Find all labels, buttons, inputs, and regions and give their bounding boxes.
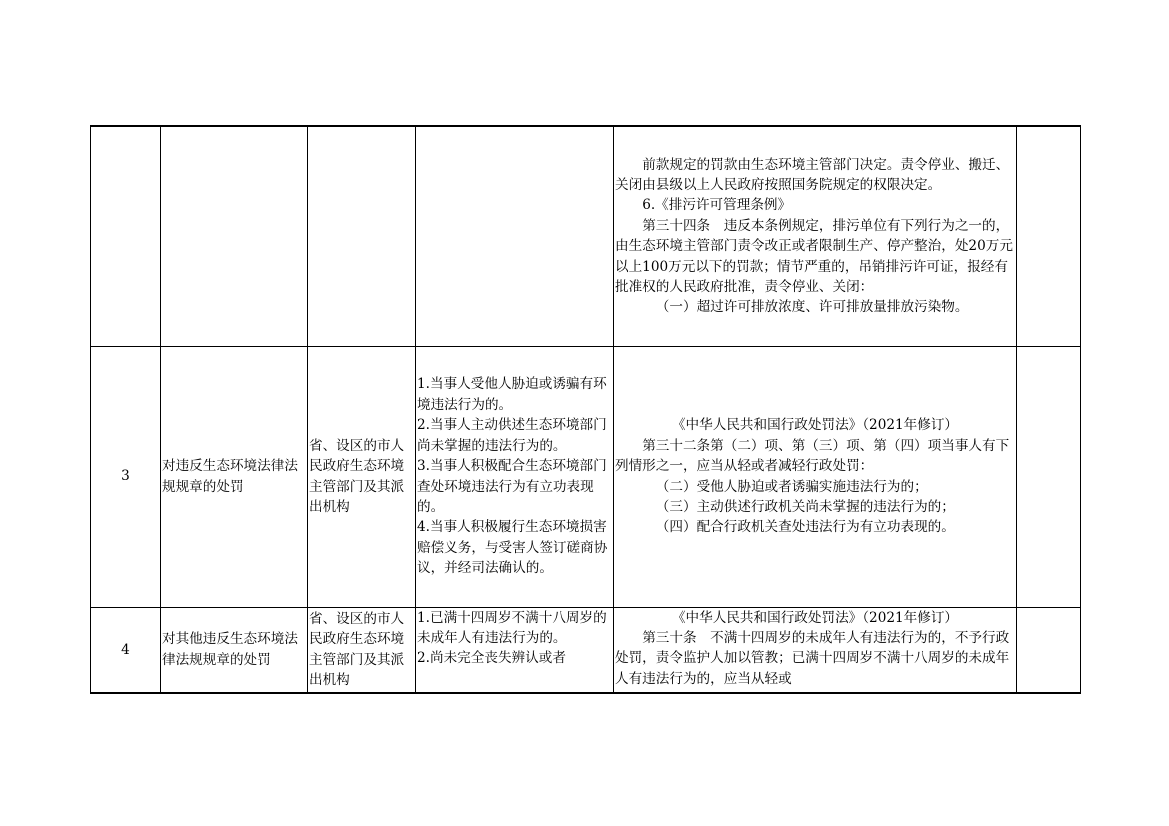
basis-paragraph: （一）超过许可排放浓度、许可排放量排放污染物。 — [655, 299, 969, 316]
circumstances-cell — [416, 126, 614, 346]
penalty-item: 对违反生态环境法律法规规章的处罚 — [161, 346, 308, 607]
table-row — [91, 346, 1081, 607]
circumstance-item: 2.当事人主动供述生态环境部门尚未掌握的违法行为的。 — [417, 417, 607, 454]
remark-cell — [1017, 126, 1081, 346]
basis-paragraph: 《中华人民共和国行政处罚法》（2021年修订） — [671, 609, 959, 626]
enforcement-authority: 省、设区的市人民政府生态环境主管部门及其派出机构 — [308, 607, 416, 693]
legal-basis-cell — [614, 346, 1017, 607]
penalty-item — [161, 126, 308, 346]
table-row — [91, 607, 1081, 693]
table-row — [91, 126, 1081, 346]
enforcement-authority — [308, 126, 416, 346]
circumstance-item: 3.当事人积极配合生态环境部门查处环境违法行为有立功表现的。 — [417, 458, 607, 515]
penalty-table — [90, 125, 1081, 694]
basis-paragraph: 前款规定的罚款由生态环境主管部门决定。责令停业、搬迁、关闭由县级以上人民政府按照国务院规定的权限决定。 — [615, 156, 1010, 194]
row-number — [91, 126, 161, 346]
enforcement-authority: 省、设区的市人民政府生态环境主管部门及其派出机构 — [308, 346, 416, 607]
legal-basis-cell — [614, 607, 1017, 693]
basis-paragraph: 第三十条 不满十四周岁的未成年人有违法行为的，不予行政处罚，责令监护人加以管教；已满十四周岁不满十八周岁的未成年人有违法行为的，应当从轻或 — [615, 629, 1010, 687]
basis-paragraph: 6.《排污许可管理条例》 — [642, 197, 792, 214]
circumstances-cell — [416, 346, 614, 607]
remark-cell — [1017, 346, 1081, 607]
basis-paragraph: （二）受他人胁迫或者诱骗实施违法行为的； — [655, 478, 928, 495]
circumstance-item: 1.已满十四周岁不满十八周岁的未成年人有违法行为的。 — [417, 609, 607, 646]
circumstance-item: 2.尚未完全丧失辨认或者 — [417, 650, 566, 667]
basis-paragraph: （三）主动供述行政机关尚未掌握的违法行为的； — [655, 498, 955, 515]
circumstance-item: 4.当事人积极履行生态环境损害赔偿义务，与受害人签订磋商协议，并经司法确认的。 — [417, 519, 608, 577]
row-number: 3 — [91, 346, 161, 607]
row-number: 4 — [91, 607, 161, 693]
basis-paragraph: （四）配合行政机关查处违法行为有立功表现的。 — [655, 519, 955, 536]
basis-paragraph: 第三十二条第（二）项、第（三）项、第（四）项当事人有下列情形之一，应当从轻或者减轻行政处罚： — [615, 437, 1010, 475]
remark-cell — [1017, 607, 1081, 693]
basis-paragraph: 第三十四条 违反本条例规定，排污单位有下列行为之一的，由生态环境主管部门责令改正或者限制生产、停产整治，处20万元以上100万元以下的罚款；情节严重的，吊销排污许可证，报经有批准权的人民政府批准，责令停业、关闭： — [615, 217, 1013, 296]
legal-basis-cell — [614, 126, 1017, 346]
circumstances-cell — [416, 607, 614, 693]
basis-paragraph: 《中华人民共和国行政处罚法》（2021年修订） — [671, 417, 959, 434]
circumstance-item: 1.当事人受他人胁迫或诱骗有环境违法行为的。 — [417, 376, 607, 413]
penalty-item: 对其他违反生态环境法律法规规章的处罚 — [161, 607, 308, 693]
